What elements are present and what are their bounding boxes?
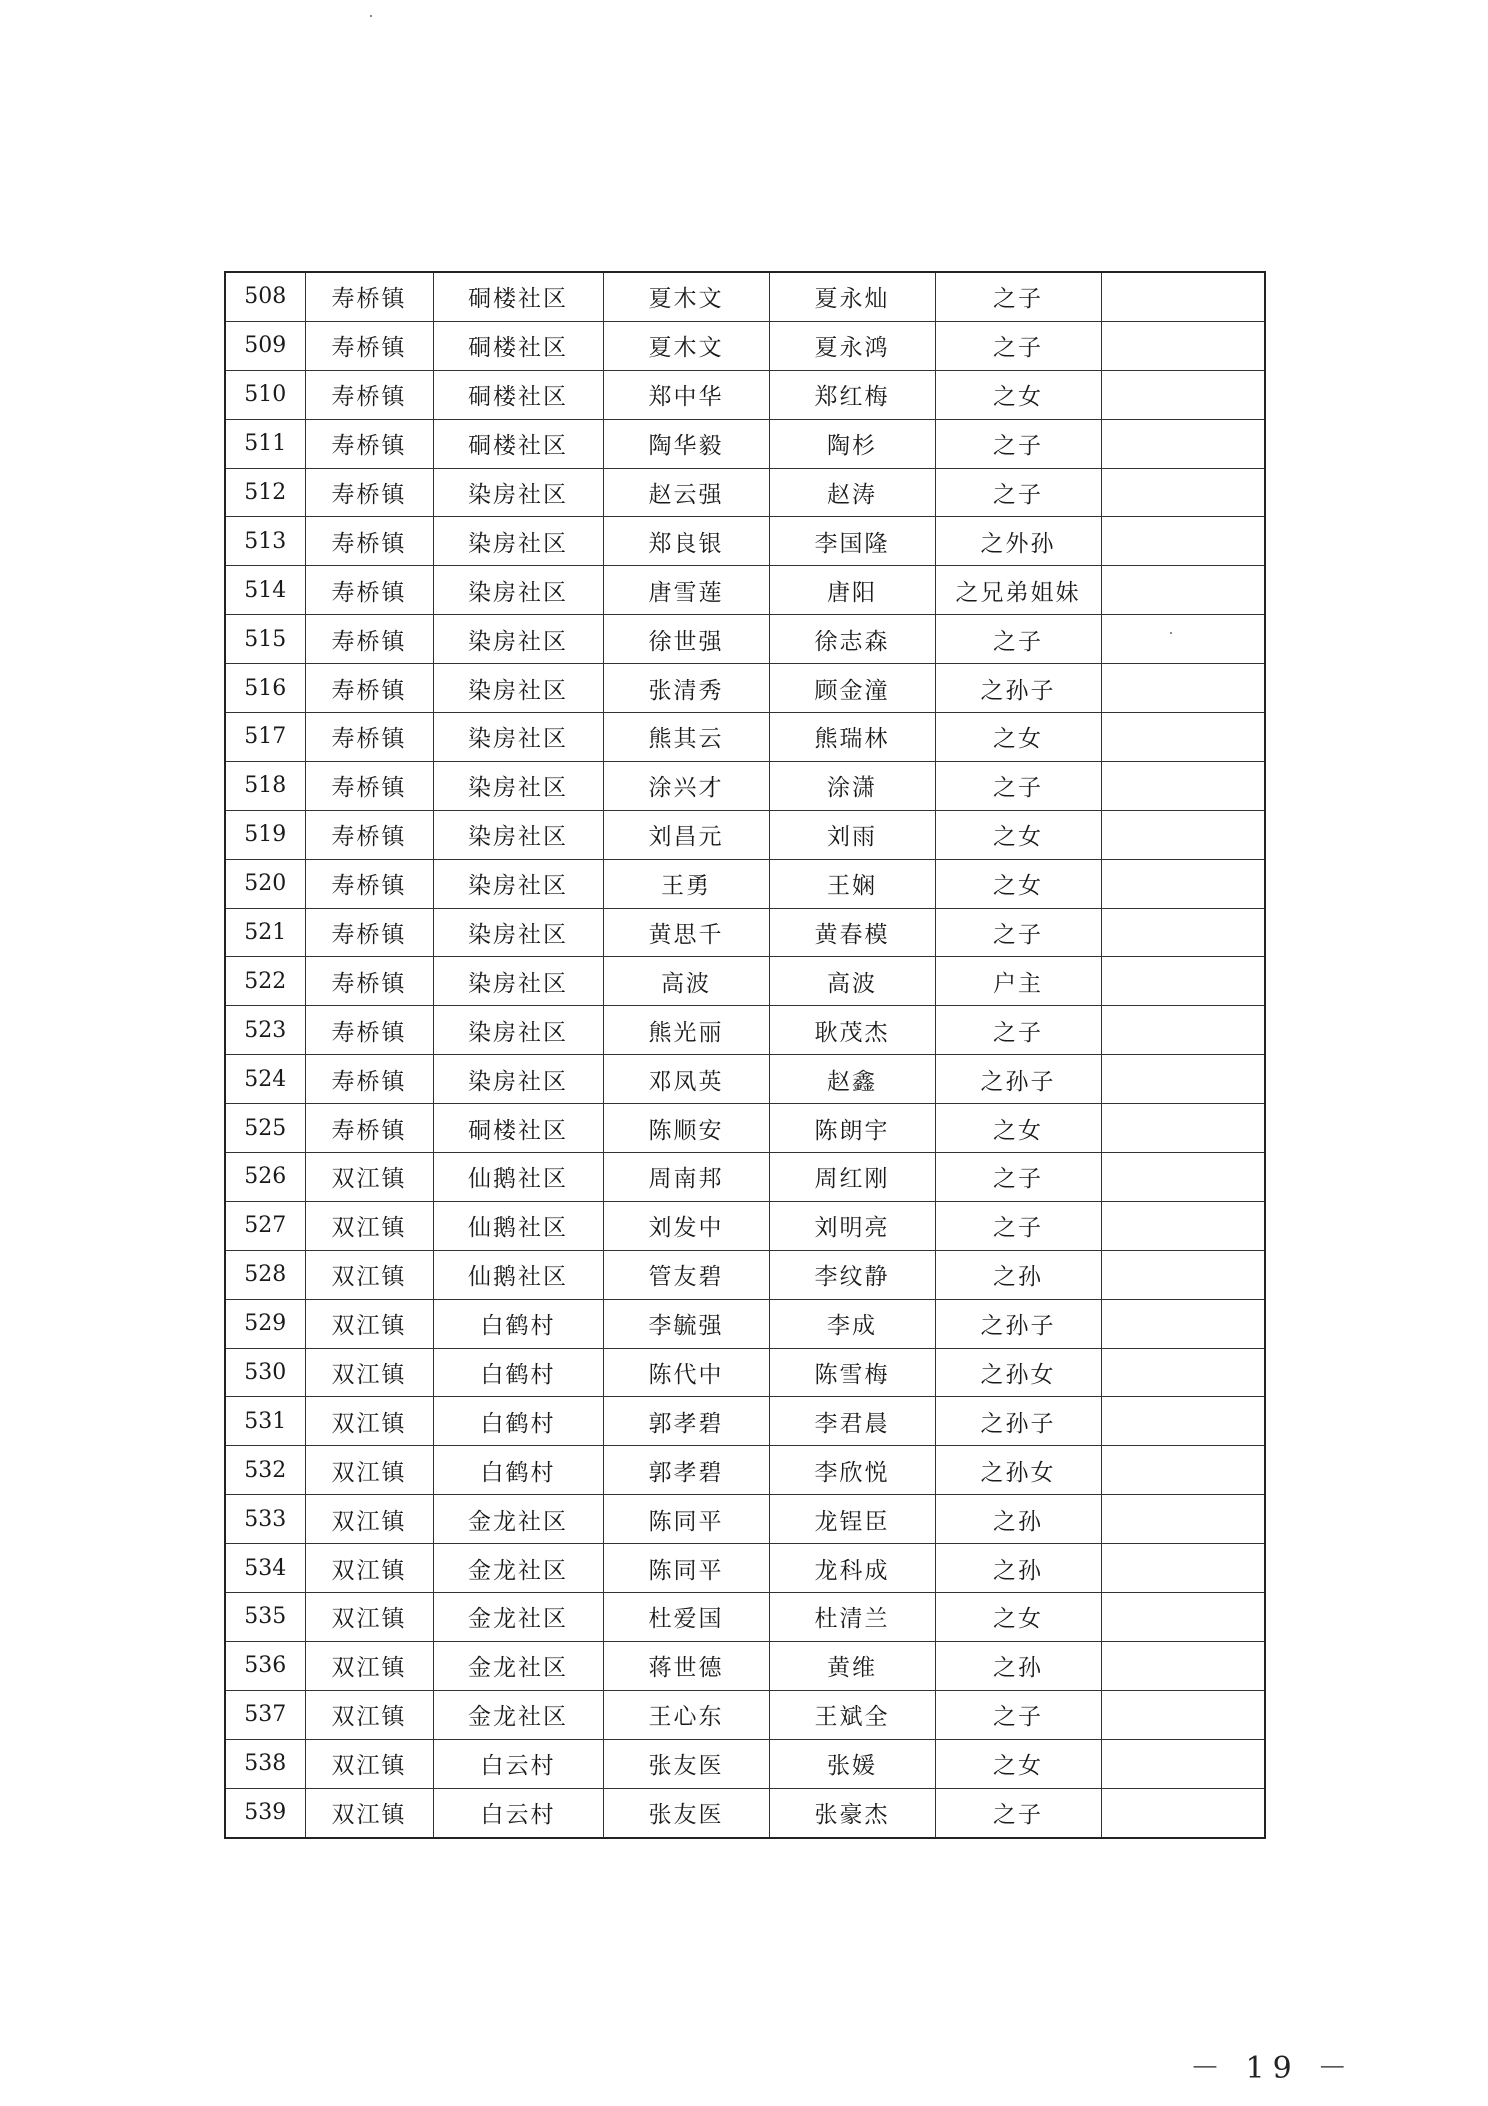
row-number-cell: 524 bbox=[225, 1055, 305, 1104]
town-cell: 双江镇 bbox=[305, 1153, 433, 1202]
member-name-cell: 高波 bbox=[769, 957, 935, 1006]
table-row bbox=[225, 713, 1265, 762]
member-name-cell: 刘雨 bbox=[769, 810, 935, 859]
applicant-name-cell: 夏木文 bbox=[603, 321, 769, 370]
community-cell: 金龙社区 bbox=[433, 1641, 603, 1690]
note-cell bbox=[1101, 1250, 1265, 1299]
note-cell bbox=[1101, 272, 1265, 321]
applicant-name-cell: 陈同平 bbox=[603, 1544, 769, 1593]
note-cell bbox=[1101, 1593, 1265, 1642]
town-cell: 双江镇 bbox=[305, 1690, 433, 1739]
row-number-cell: 536 bbox=[225, 1641, 305, 1690]
applicant-name-cell: 陈顺安 bbox=[603, 1104, 769, 1153]
community-cell: 染房社区 bbox=[433, 517, 603, 566]
relation-cell: 之子 bbox=[935, 615, 1101, 664]
note-cell bbox=[1101, 1641, 1265, 1690]
row-number-cell: 513 bbox=[225, 517, 305, 566]
relation-cell: 之孙女 bbox=[935, 1446, 1101, 1495]
applicant-name-cell: 周南邦 bbox=[603, 1153, 769, 1202]
table-row bbox=[225, 908, 1265, 957]
note-cell bbox=[1101, 1544, 1265, 1593]
table-row bbox=[225, 272, 1265, 321]
table-row bbox=[225, 1641, 1265, 1690]
table-row bbox=[225, 517, 1265, 566]
community-cell: 仙鹅社区 bbox=[433, 1201, 603, 1250]
community-cell: 染房社区 bbox=[433, 713, 603, 762]
table-row bbox=[225, 761, 1265, 810]
note-cell bbox=[1101, 1690, 1265, 1739]
town-cell: 寿桥镇 bbox=[305, 664, 433, 713]
member-name-cell: 李纹静 bbox=[769, 1250, 935, 1299]
row-number-cell: 512 bbox=[225, 468, 305, 517]
member-name-cell: 耿茂杰 bbox=[769, 1006, 935, 1055]
household-table bbox=[224, 271, 1266, 1839]
member-name-cell: 熊瑞林 bbox=[769, 713, 935, 762]
table-row bbox=[225, 1690, 1265, 1739]
community-cell: 硐楼社区 bbox=[433, 1104, 603, 1153]
town-cell: 寿桥镇 bbox=[305, 419, 433, 468]
town-cell: 寿桥镇 bbox=[305, 566, 433, 615]
applicant-name-cell: 张友医 bbox=[603, 1788, 769, 1837]
row-number-cell: 510 bbox=[225, 370, 305, 419]
table-row bbox=[225, 1104, 1265, 1153]
applicant-name-cell: 王心东 bbox=[603, 1690, 769, 1739]
community-cell: 金龙社区 bbox=[433, 1544, 603, 1593]
relation-cell: 之子 bbox=[935, 1690, 1101, 1739]
town-cell: 寿桥镇 bbox=[305, 370, 433, 419]
row-number-cell: 514 bbox=[225, 566, 305, 615]
relation-cell: 之孙子 bbox=[935, 664, 1101, 713]
town-cell: 寿桥镇 bbox=[305, 321, 433, 370]
row-number-cell: 509 bbox=[225, 321, 305, 370]
table-row bbox=[225, 957, 1265, 1006]
member-name-cell: 李欣悦 bbox=[769, 1446, 935, 1495]
town-cell: 双江镇 bbox=[305, 1641, 433, 1690]
town-cell: 双江镇 bbox=[305, 1201, 433, 1250]
table-row bbox=[225, 1299, 1265, 1348]
relation-cell: 之女 bbox=[935, 370, 1101, 419]
member-name-cell: 刘明亮 bbox=[769, 1201, 935, 1250]
member-name-cell: 李国隆 bbox=[769, 517, 935, 566]
member-name-cell: 龙锃臣 bbox=[769, 1495, 935, 1544]
community-cell: 金龙社区 bbox=[433, 1495, 603, 1544]
applicant-name-cell: 李毓强 bbox=[603, 1299, 769, 1348]
relation-cell: 之孙子 bbox=[935, 1055, 1101, 1104]
applicant-name-cell: 陶华毅 bbox=[603, 419, 769, 468]
relation-cell: 之孙 bbox=[935, 1250, 1101, 1299]
relation-cell: 之女 bbox=[935, 1739, 1101, 1788]
row-number-cell: 528 bbox=[225, 1250, 305, 1299]
row-number-cell: 530 bbox=[225, 1348, 305, 1397]
town-cell: 双江镇 bbox=[305, 1593, 433, 1642]
note-cell bbox=[1101, 957, 1265, 1006]
note-cell bbox=[1101, 1788, 1265, 1837]
note-cell bbox=[1101, 517, 1265, 566]
table-row bbox=[225, 1250, 1265, 1299]
member-name-cell: 陶杉 bbox=[769, 419, 935, 468]
note-cell bbox=[1101, 1055, 1265, 1104]
table-row bbox=[225, 1788, 1265, 1837]
row-number-cell: 532 bbox=[225, 1446, 305, 1495]
relation-cell: 户主 bbox=[935, 957, 1101, 1006]
note-cell bbox=[1101, 419, 1265, 468]
note-cell bbox=[1101, 321, 1265, 370]
relation-cell: 之女 bbox=[935, 713, 1101, 762]
applicant-name-cell: 陈同平 bbox=[603, 1495, 769, 1544]
town-cell: 寿桥镇 bbox=[305, 1006, 433, 1055]
table-body bbox=[225, 272, 1265, 1838]
member-name-cell: 杜清兰 bbox=[769, 1593, 935, 1642]
table-row bbox=[225, 419, 1265, 468]
member-name-cell: 唐阳 bbox=[769, 566, 935, 615]
applicant-name-cell: 唐雪莲 bbox=[603, 566, 769, 615]
note-cell bbox=[1101, 810, 1265, 859]
town-cell: 寿桥镇 bbox=[305, 272, 433, 321]
table-row bbox=[225, 1201, 1265, 1250]
town-cell: 双江镇 bbox=[305, 1348, 433, 1397]
table-row bbox=[225, 1348, 1265, 1397]
community-cell: 染房社区 bbox=[433, 664, 603, 713]
community-cell: 白鹤村 bbox=[433, 1397, 603, 1446]
community-cell: 硐楼社区 bbox=[433, 272, 603, 321]
community-cell: 染房社区 bbox=[433, 1006, 603, 1055]
relation-cell: 之子 bbox=[935, 468, 1101, 517]
row-number-cell: 521 bbox=[225, 908, 305, 957]
relation-cell: 之孙 bbox=[935, 1495, 1101, 1544]
community-cell: 染房社区 bbox=[433, 957, 603, 1006]
applicant-name-cell: 郭孝碧 bbox=[603, 1397, 769, 1446]
town-cell: 双江镇 bbox=[305, 1250, 433, 1299]
note-cell bbox=[1101, 1495, 1265, 1544]
town-cell: 寿桥镇 bbox=[305, 713, 433, 762]
town-cell: 寿桥镇 bbox=[305, 957, 433, 1006]
relation-cell: 之孙女 bbox=[935, 1348, 1101, 1397]
relation-cell: 之女 bbox=[935, 1593, 1101, 1642]
relation-cell: 之子 bbox=[935, 321, 1101, 370]
community-cell: 染房社区 bbox=[433, 810, 603, 859]
table-row bbox=[225, 810, 1265, 859]
note-cell bbox=[1101, 908, 1265, 957]
note-cell bbox=[1101, 1201, 1265, 1250]
relation-cell: 之子 bbox=[935, 1201, 1101, 1250]
row-number-cell: 525 bbox=[225, 1104, 305, 1153]
community-cell: 金龙社区 bbox=[433, 1593, 603, 1642]
relation-cell: 之孙 bbox=[935, 1544, 1101, 1593]
relation-cell: 之外孙 bbox=[935, 517, 1101, 566]
member-name-cell: 郑红梅 bbox=[769, 370, 935, 419]
row-number-cell: 535 bbox=[225, 1593, 305, 1642]
row-number-cell: 516 bbox=[225, 664, 305, 713]
community-cell: 染房社区 bbox=[433, 615, 603, 664]
row-number-cell: 515 bbox=[225, 615, 305, 664]
community-cell: 仙鹅社区 bbox=[433, 1250, 603, 1299]
note-cell bbox=[1101, 713, 1265, 762]
community-cell: 硐楼社区 bbox=[433, 321, 603, 370]
town-cell: 寿桥镇 bbox=[305, 1055, 433, 1104]
community-cell: 白鹤村 bbox=[433, 1299, 603, 1348]
community-cell: 硐楼社区 bbox=[433, 419, 603, 468]
member-name-cell: 夏永灿 bbox=[769, 272, 935, 321]
row-number-cell: 523 bbox=[225, 1006, 305, 1055]
relation-cell: 之子 bbox=[935, 1006, 1101, 1055]
table-row bbox=[225, 1446, 1265, 1495]
scan-speck bbox=[370, 15, 372, 17]
row-number-cell: 527 bbox=[225, 1201, 305, 1250]
member-name-cell: 黄春模 bbox=[769, 908, 935, 957]
relation-cell: 之兄弟姐妹 bbox=[935, 566, 1101, 615]
applicant-name-cell: 夏木文 bbox=[603, 272, 769, 321]
row-number-cell: 537 bbox=[225, 1690, 305, 1739]
applicant-name-cell: 杜爱国 bbox=[603, 1593, 769, 1642]
relation-cell: 之子 bbox=[935, 419, 1101, 468]
community-cell: 染房社区 bbox=[433, 566, 603, 615]
applicant-name-cell: 徐世强 bbox=[603, 615, 769, 664]
table-row bbox=[225, 664, 1265, 713]
table-row bbox=[225, 859, 1265, 908]
note-cell bbox=[1101, 1348, 1265, 1397]
member-name-cell: 周红刚 bbox=[769, 1153, 935, 1202]
applicant-name-cell: 熊其云 bbox=[603, 713, 769, 762]
row-number-cell: 508 bbox=[225, 272, 305, 321]
relation-cell: 之女 bbox=[935, 1104, 1101, 1153]
town-cell: 双江镇 bbox=[305, 1544, 433, 1593]
table-row bbox=[225, 1593, 1265, 1642]
town-cell: 寿桥镇 bbox=[305, 1104, 433, 1153]
town-cell: 双江镇 bbox=[305, 1788, 433, 1837]
member-name-cell: 顾金潼 bbox=[769, 664, 935, 713]
member-name-cell: 李君晨 bbox=[769, 1397, 935, 1446]
row-number-cell: 529 bbox=[225, 1299, 305, 1348]
member-name-cell: 王娴 bbox=[769, 859, 935, 908]
relation-cell: 之女 bbox=[935, 859, 1101, 908]
member-name-cell: 陈雪梅 bbox=[769, 1348, 935, 1397]
applicant-name-cell: 黄思千 bbox=[603, 908, 769, 957]
relation-cell: 之子 bbox=[935, 1153, 1101, 1202]
table-row bbox=[225, 468, 1265, 517]
member-name-cell: 黄维 bbox=[769, 1641, 935, 1690]
applicant-name-cell: 张清秀 bbox=[603, 664, 769, 713]
applicant-name-cell: 张友医 bbox=[603, 1739, 769, 1788]
table-row bbox=[225, 321, 1265, 370]
relation-cell: 之子 bbox=[935, 1788, 1101, 1837]
note-cell bbox=[1101, 566, 1265, 615]
town-cell: 寿桥镇 bbox=[305, 468, 433, 517]
table-row bbox=[225, 1153, 1265, 1202]
town-cell: 寿桥镇 bbox=[305, 761, 433, 810]
row-number-cell: 518 bbox=[225, 761, 305, 810]
town-cell: 寿桥镇 bbox=[305, 615, 433, 664]
community-cell: 金龙社区 bbox=[433, 1690, 603, 1739]
applicant-name-cell: 郭孝碧 bbox=[603, 1446, 769, 1495]
town-cell: 双江镇 bbox=[305, 1446, 433, 1495]
applicant-name-cell: 蒋世德 bbox=[603, 1641, 769, 1690]
note-cell bbox=[1101, 761, 1265, 810]
note-cell bbox=[1101, 1104, 1265, 1153]
community-cell: 硐楼社区 bbox=[433, 370, 603, 419]
applicant-name-cell: 陈代中 bbox=[603, 1348, 769, 1397]
note-cell bbox=[1101, 1153, 1265, 1202]
community-cell: 染房社区 bbox=[433, 468, 603, 517]
note-cell bbox=[1101, 1739, 1265, 1788]
community-cell: 白鹤村 bbox=[433, 1446, 603, 1495]
row-number-cell: 520 bbox=[225, 859, 305, 908]
town-cell: 寿桥镇 bbox=[305, 908, 433, 957]
row-number-cell: 517 bbox=[225, 713, 305, 762]
row-number-cell: 526 bbox=[225, 1153, 305, 1202]
applicant-name-cell: 涂兴才 bbox=[603, 761, 769, 810]
community-cell: 白云村 bbox=[433, 1788, 603, 1837]
applicant-name-cell: 郑中华 bbox=[603, 370, 769, 419]
note-cell bbox=[1101, 1397, 1265, 1446]
town-cell: 双江镇 bbox=[305, 1299, 433, 1348]
town-cell: 寿桥镇 bbox=[305, 810, 433, 859]
note-cell bbox=[1101, 1006, 1265, 1055]
note-cell bbox=[1101, 664, 1265, 713]
row-number-cell: 522 bbox=[225, 957, 305, 1006]
note-cell bbox=[1101, 1446, 1265, 1495]
table-row bbox=[225, 615, 1265, 664]
row-number-cell: 539 bbox=[225, 1788, 305, 1837]
town-cell: 寿桥镇 bbox=[305, 859, 433, 908]
community-cell: 白云村 bbox=[433, 1739, 603, 1788]
community-cell: 染房社区 bbox=[433, 761, 603, 810]
applicant-name-cell: 刘昌元 bbox=[603, 810, 769, 859]
member-name-cell: 龙科成 bbox=[769, 1544, 935, 1593]
row-number-cell: 538 bbox=[225, 1739, 305, 1788]
relation-cell: 之孙子 bbox=[935, 1397, 1101, 1446]
applicant-name-cell: 郑良银 bbox=[603, 517, 769, 566]
row-number-cell: 534 bbox=[225, 1544, 305, 1593]
member-name-cell: 陈朗宇 bbox=[769, 1104, 935, 1153]
relation-cell: 之孙子 bbox=[935, 1299, 1101, 1348]
relation-cell: 之子 bbox=[935, 908, 1101, 957]
applicant-name-cell: 刘发中 bbox=[603, 1201, 769, 1250]
table-row bbox=[225, 1544, 1265, 1593]
note-cell bbox=[1101, 468, 1265, 517]
member-name-cell: 徐志森 bbox=[769, 615, 935, 664]
applicant-name-cell: 赵云强 bbox=[603, 468, 769, 517]
member-name-cell: 王斌全 bbox=[769, 1690, 935, 1739]
table-row bbox=[225, 1397, 1265, 1446]
member-name-cell: 张媛 bbox=[769, 1739, 935, 1788]
town-cell: 双江镇 bbox=[305, 1739, 433, 1788]
applicant-name-cell: 高波 bbox=[603, 957, 769, 1006]
member-name-cell: 赵鑫 bbox=[769, 1055, 935, 1104]
note-cell bbox=[1101, 615, 1265, 664]
relation-cell: 之女 bbox=[935, 810, 1101, 859]
row-number-cell: 531 bbox=[225, 1397, 305, 1446]
town-cell: 双江镇 bbox=[305, 1397, 433, 1446]
table-row bbox=[225, 1006, 1265, 1055]
note-cell bbox=[1101, 1299, 1265, 1348]
member-name-cell: 夏永鸿 bbox=[769, 321, 935, 370]
applicant-name-cell: 王勇 bbox=[603, 859, 769, 908]
row-number-cell: 519 bbox=[225, 810, 305, 859]
row-number-cell: 511 bbox=[225, 419, 305, 468]
member-name-cell: 张豪杰 bbox=[769, 1788, 935, 1837]
community-cell: 白鹤村 bbox=[433, 1348, 603, 1397]
community-cell: 仙鹅社区 bbox=[433, 1153, 603, 1202]
member-name-cell: 李成 bbox=[769, 1299, 935, 1348]
applicant-name-cell: 熊光丽 bbox=[603, 1006, 769, 1055]
note-cell bbox=[1101, 859, 1265, 908]
community-cell: 染房社区 bbox=[433, 1055, 603, 1104]
table-row bbox=[225, 566, 1265, 615]
relation-cell: 之孙 bbox=[935, 1641, 1101, 1690]
page-number: － 19 － bbox=[1190, 2051, 1356, 2086]
town-cell: 双江镇 bbox=[305, 1495, 433, 1544]
community-cell: 染房社区 bbox=[433, 908, 603, 957]
relation-cell: 之子 bbox=[935, 761, 1101, 810]
table-row bbox=[225, 1055, 1265, 1104]
member-name-cell: 赵涛 bbox=[769, 468, 935, 517]
row-number-cell: 533 bbox=[225, 1495, 305, 1544]
relation-cell: 之子 bbox=[935, 272, 1101, 321]
note-cell bbox=[1101, 370, 1265, 419]
table-row bbox=[225, 1739, 1265, 1788]
applicant-name-cell: 管友碧 bbox=[603, 1250, 769, 1299]
table-row bbox=[225, 1495, 1265, 1544]
town-cell: 寿桥镇 bbox=[305, 517, 433, 566]
community-cell: 染房社区 bbox=[433, 859, 603, 908]
table-row bbox=[225, 370, 1265, 419]
member-name-cell: 涂潇 bbox=[769, 761, 935, 810]
applicant-name-cell: 邓凤英 bbox=[603, 1055, 769, 1104]
